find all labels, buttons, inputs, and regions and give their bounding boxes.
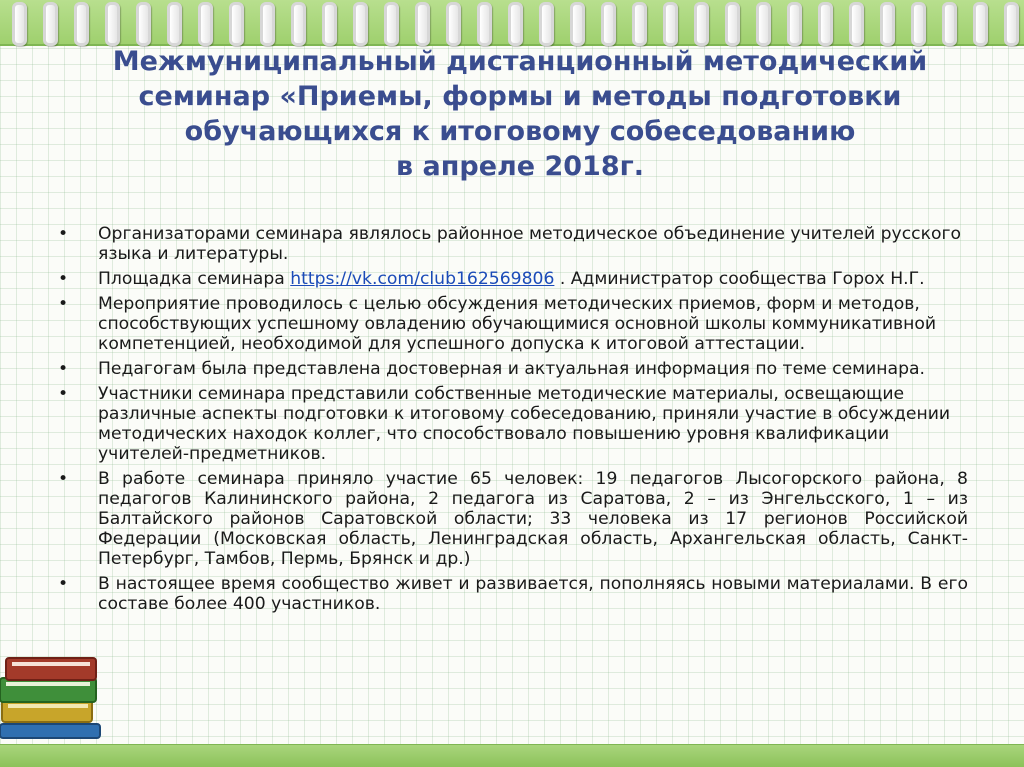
list-item-text: В настоящее время сообщество живет и развивается, пополняясь новыми материалами. В его составе более 400 участников. (98, 574, 968, 614)
list-item-text: В работе семинара приняло участие 65 человек: 19 педагогов Лысогорского района, 8 педагогов Калининского района, 2 педагога из Саратова, 2 – из Энгельсского, 1 – из Балтайского районов Саратовской области; 33 человека из 17 регионов Российской Федерации (Московская область, Ленинградская область, Архангельская область, Санкт-Петербург, Тамбов, Пермь, Брянск и др.) (98, 469, 968, 569)
ring-icon (663, 2, 678, 46)
bullet-icon: • (58, 384, 69, 404)
bullet-icon: • (58, 359, 69, 379)
ring-icon (43, 2, 58, 46)
bullet-icon: • (58, 294, 69, 314)
title-line-4: в апреле 2018г. (396, 151, 644, 182)
ring-icon (911, 2, 926, 46)
ring-icon (942, 2, 957, 46)
list-item-text: Педагогам была представлена достоверная и актуальная информация по теме семинара. (98, 359, 925, 379)
ring-icon (291, 2, 306, 46)
bullet-list (58, 224, 968, 619)
ring-icon (198, 2, 213, 46)
list-item-text (98, 269, 925, 289)
bullet-icon: • (58, 224, 69, 244)
ring-icon (694, 2, 709, 46)
ring-icon (725, 2, 740, 46)
list-item (58, 294, 968, 354)
ring-icon (322, 2, 337, 46)
ring-icon (12, 2, 27, 46)
books-icon (0, 640, 110, 740)
list-item (58, 384, 968, 464)
ring-icon (818, 2, 833, 46)
bullet-icon: • (58, 469, 69, 489)
ring-icon (167, 2, 182, 46)
ring-icon (880, 2, 895, 46)
bottom-green-band (0, 744, 1024, 767)
list-item (58, 359, 968, 379)
ring-icon (539, 2, 554, 46)
ring-icon (973, 2, 988, 46)
ring-icon (508, 2, 523, 46)
ring-icon (446, 2, 461, 46)
notebook-rings (0, 0, 1024, 48)
ring-icon (849, 2, 864, 46)
ring-icon (570, 2, 585, 46)
page-title (60, 44, 980, 184)
ring-icon (229, 2, 244, 46)
ring-icon (74, 2, 89, 46)
bullet-icon: • (58, 574, 69, 594)
ring-icon (601, 2, 616, 46)
list-item (58, 224, 968, 264)
list-item-text: Организаторами семинара являлось районное методическое объединение учителей русского языка и литературы. (98, 224, 962, 264)
ring-icon (353, 2, 368, 46)
ring-icon (632, 2, 647, 46)
bullet-icon: • (58, 269, 69, 289)
ring-icon (787, 2, 802, 46)
list-item-text-prefix: Площадка семинара (98, 269, 291, 289)
list-item-text-suffix: . Администратор сообщества Горох Н.Г. (554, 269, 925, 289)
list-item-text: Участники семинара представили собственные методические материалы, освещающие различные аспекты подготовки к итоговому собеседованию, приняли участие в обсуждении методических находок коллег, что способствовало повышению уровня квалификации учителей-предметников. (98, 384, 951, 464)
list-item (58, 469, 968, 569)
ring-icon (105, 2, 120, 46)
ring-icon (477, 2, 492, 46)
list-item-text: Мероприятие проводилось с целью обсуждения методических приемов, форм и методов, способствующих успешному овладению обучающимися основной школы коммуникативной компетенцией, необходимой для успешного допуска к итоговой аттестации. (98, 294, 937, 354)
ring-icon (384, 2, 399, 46)
ring-icon (1004, 2, 1019, 46)
list-item (58, 574, 968, 614)
ring-icon (756, 2, 771, 46)
title-line-1: Межмуниципальный дистанционный методический (112, 46, 928, 77)
ring-icon (415, 2, 430, 46)
ring-icon (136, 2, 151, 46)
list-item (58, 269, 968, 289)
vk-club-link[interactable]: https://vk.com/club162569806 (290, 269, 555, 289)
title-line-2: семинар «Приемы, формы и методы подготовки (138, 81, 902, 112)
title-line-3: обучающихся к итоговому собеседованию (184, 116, 856, 147)
ring-icon (260, 2, 275, 46)
